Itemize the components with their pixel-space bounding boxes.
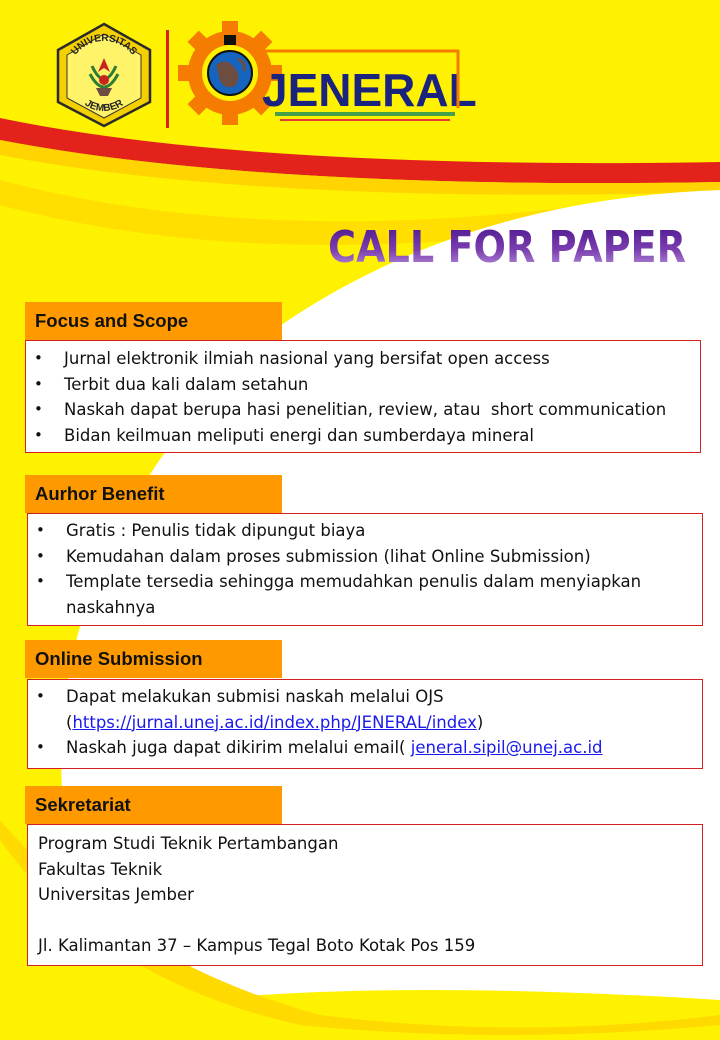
address-line: Jl. Kalimantan 37 – Kampus Tegal Boto Kotak Pos 159 bbox=[38, 936, 476, 955]
author-benefit-list bbox=[28, 518, 702, 620]
list-item: • Kemudahan dalam proses submission (lihat Online Submission) bbox=[28, 544, 702, 570]
university-logo-bottom-text: JEMBER bbox=[82, 97, 126, 115]
paren-open: ( bbox=[66, 712, 73, 732]
list-item: • Jurnal elektronik ilmiah nasional yang bersifat open access bbox=[26, 346, 700, 372]
focus-scope-heading: Focus and Scope bbox=[25, 302, 282, 340]
ojs-text: Dapat melakukan submisi naskah melalui OJS bbox=[66, 687, 444, 706]
list-item: • Terbit dua kali dalam setahun bbox=[26, 372, 700, 398]
university-jember-seal-icon bbox=[50, 22, 158, 128]
address-line-blank bbox=[38, 908, 692, 934]
university-logo-top-text: UNIVERSITAS bbox=[69, 32, 139, 58]
ojs-link[interactable]: https://jurnal.unej.ac.id/index.php/JENERAL/index bbox=[72, 712, 477, 732]
online-submission-box bbox=[27, 679, 703, 769]
paren-close: ) bbox=[476, 712, 484, 732]
list-item: • Bidan keilmuan meliputi energi dan sumberdaya mineral bbox=[26, 423, 700, 449]
email-text: Naskah juga dapat dikirim melalui email( bbox=[66, 738, 411, 757]
online-submission-heading: Online Submission bbox=[25, 640, 282, 678]
list-item: • Gratis : Penulis tidak dipungut biaya bbox=[28, 518, 702, 544]
page-title bbox=[328, 218, 698, 278]
focus-scope-list bbox=[26, 346, 700, 448]
online-submission-list bbox=[28, 684, 702, 761]
list-item: • Naskah dapat berupa hasi penelitian, review, atau short communication bbox=[26, 397, 700, 423]
list-item bbox=[28, 735, 702, 761]
focus-scope-box bbox=[25, 340, 701, 453]
sekretariat-heading: Sekretariat bbox=[25, 786, 282, 824]
list-item bbox=[28, 684, 702, 735]
sekretariat-box bbox=[27, 824, 703, 966]
author-benefit-heading: Aurhor Benefit bbox=[25, 475, 282, 513]
email-link[interactable]: jeneral.sipil@unej.ac.id bbox=[410, 738, 603, 757]
author-benefit-box bbox=[27, 513, 703, 626]
address-line: Universitas Jember bbox=[38, 885, 194, 904]
address-line: Program Studi Teknik Pertambangan bbox=[38, 834, 339, 853]
journal-logo bbox=[180, 18, 477, 128]
list-item: • Template tersedia sehingga memudahkan penulis dalam menyiapkan naskahnya bbox=[28, 569, 702, 620]
university-logo bbox=[50, 22, 158, 128]
journal-logo-text: JENERAL bbox=[262, 64, 477, 116]
address-line: Fakultas Teknik bbox=[38, 859, 163, 879]
page-title-text: CALL FOR PAPER bbox=[328, 222, 686, 273]
gear-globe-icon bbox=[180, 18, 477, 128]
header-divider bbox=[166, 30, 169, 128]
